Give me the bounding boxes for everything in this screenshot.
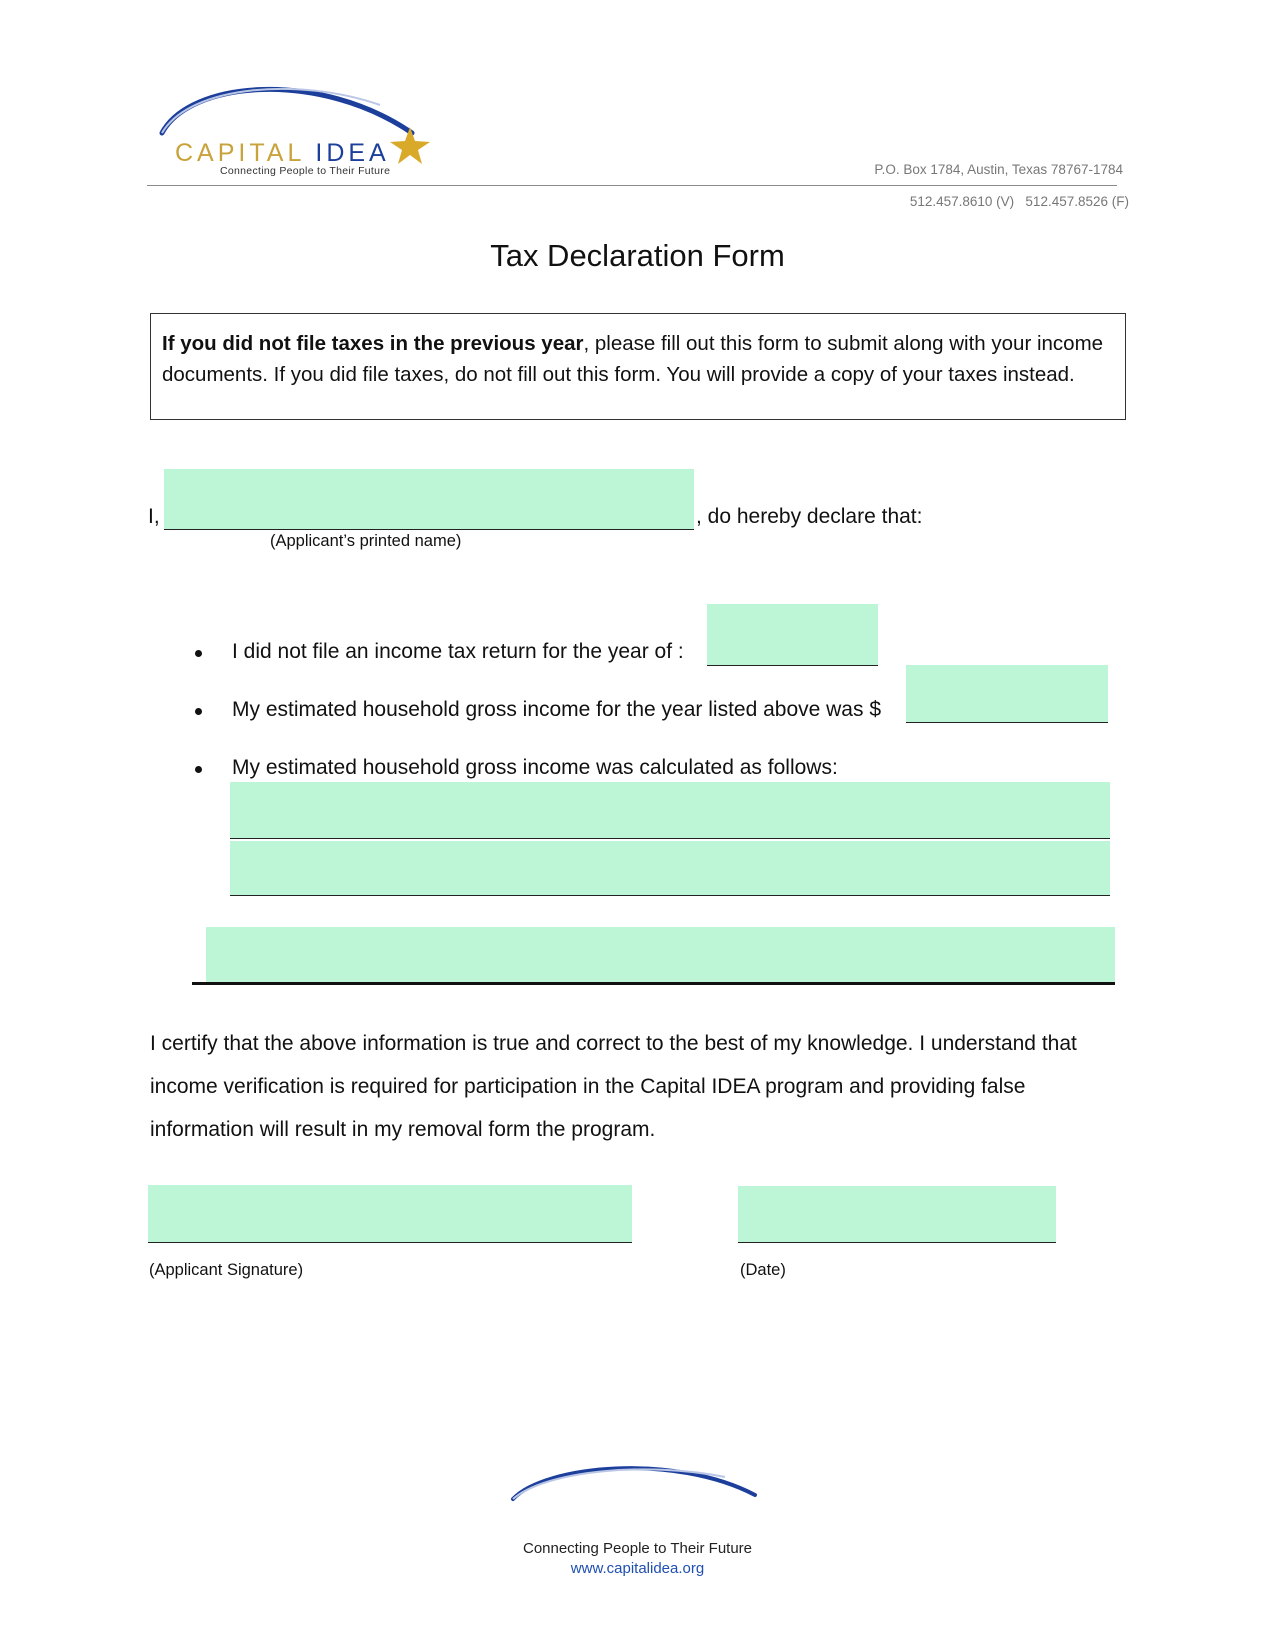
mailing-address: P.O. Box 1784, Austin, Texas 78767-1784 [874,162,1123,177]
applicant-name-field[interactable] [164,469,694,530]
gross-income-field[interactable] [906,665,1108,723]
signature-caption: (Applicant Signature) [149,1261,304,1279]
bullet-income-text: My estimated household gross income for the year listed above was $ [232,698,882,721]
notice-bold-lead: If you did not file taxes in the previous year [162,332,584,355]
tax-year-field[interactable] [707,604,878,666]
bullet-calculation-text: My estimated household gross income was calculated as follows: [232,756,838,779]
declaration-suffix: , do hereby declare that: [696,505,923,528]
star-icon [390,127,430,164]
page-title: Tax Declaration Form [490,238,785,273]
footer-website-link[interactable]: www.capitalidea.org [570,1560,705,1577]
bullet-dot [195,650,202,657]
logo [175,139,390,168]
notice-box [150,313,1126,420]
logo-word-capital: CAPITAL [175,139,305,167]
applicant-name-caption: (Applicant’s printed name) [270,532,462,550]
header-divider [147,185,1117,186]
additional-income-field[interactable] [206,927,1115,985]
declaration-prefix: I, [148,505,160,528]
phone-fax: 512.457.8610 (V) 512.457.8526 (F) [909,194,1129,209]
bullet-dot [195,708,202,715]
logo-tagline: Connecting People to Their Future [220,165,391,177]
footer-tagline: Connecting People to Their Future [522,1540,753,1557]
date-caption: (Date) [740,1261,786,1279]
calculation-line-1-field[interactable] [230,782,1110,839]
logo-word-idea: IDEA [315,139,390,167]
bullet-dot [195,766,202,773]
footer-swoosh [505,1455,765,1505]
certification-statement: I certify that the above information is true and correct to the best of my knowledge. I understand that income verification is required for participation in the Capital IDEA program and providing false information will result in my removal form the program. [150,1032,1077,1141]
bullet-tax-year-text: I did not file an income tax return for the year of : [232,640,684,663]
applicant-signature-field[interactable] [148,1185,632,1243]
date-field[interactable] [738,1186,1056,1243]
calculation-line-2-field[interactable] [230,841,1110,896]
notice-text: , please fill out this form to submit along with your income documents. If you did file taxes, do not fill out this form. You will provide a copy of your taxes instead. [162,332,1104,386]
